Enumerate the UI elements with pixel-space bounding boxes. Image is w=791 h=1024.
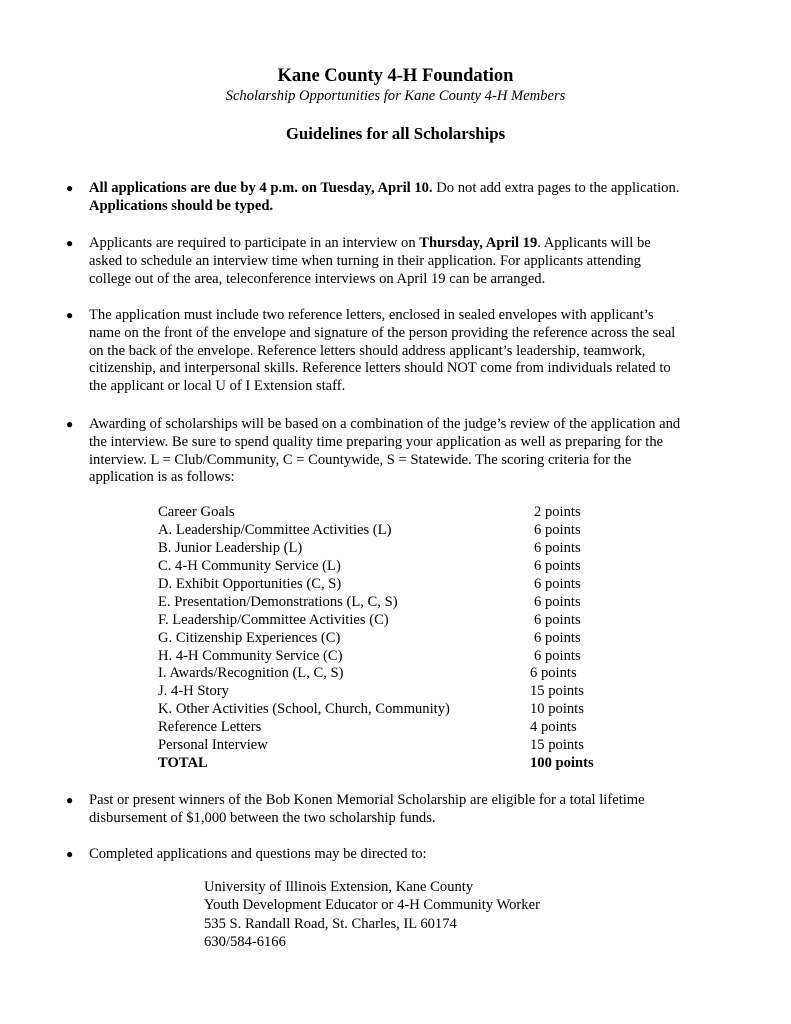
criteria-points: 2 points bbox=[534, 504, 581, 520]
contact-organization: University of Illinois Extension, Kane County bbox=[204, 879, 474, 895]
criteria-points: 6 points bbox=[534, 612, 581, 628]
bullet-icon: ● bbox=[66, 236, 74, 250]
guideline-interview bbox=[66, 235, 726, 288]
criteria-points: 6 points bbox=[530, 665, 577, 681]
criteria-label: E. Presentation/Demonstrations (L, C, S) bbox=[158, 594, 398, 610]
criteria-label: Reference Letters bbox=[158, 719, 262, 735]
criteria-label: F. Leadership/Committee Activities (C) bbox=[158, 612, 389, 628]
bullet-icon: ● bbox=[66, 847, 74, 861]
criteria-label: K. Other Activities (School, Church, Community) bbox=[158, 701, 450, 717]
criteria-points: 6 points bbox=[534, 522, 581, 538]
bullet-icon: ● bbox=[66, 181, 74, 195]
criteria-label: B. Junior Leadership (L) bbox=[158, 540, 303, 556]
criteria-points: 6 points bbox=[534, 540, 581, 556]
bullet-icon: ● bbox=[66, 793, 74, 807]
deadline-text: All applications are due by 4 p.m. on Tuesday, April 10. bbox=[89, 180, 433, 196]
extra-pages-text: Do not add extra pages to the application. bbox=[432, 180, 680, 196]
criteria-row bbox=[158, 576, 618, 594]
criteria-points: 10 points bbox=[530, 701, 584, 717]
criteria-row bbox=[158, 558, 618, 576]
criteria-total-row bbox=[158, 755, 618, 773]
guideline-konen bbox=[66, 792, 726, 828]
criteria-label: C. 4-H Community Service (L) bbox=[158, 558, 341, 574]
criteria-row bbox=[158, 540, 618, 558]
interview-text-start: Applicants are required to participate in an interview on bbox=[89, 235, 420, 251]
typed-text: Applications should be typed. bbox=[89, 197, 274, 214]
criteria-row bbox=[158, 683, 618, 701]
criteria-points: 6 points bbox=[534, 576, 581, 592]
criteria-points: 6 points bbox=[534, 594, 581, 610]
criteria-points: 4 points bbox=[530, 719, 577, 735]
criteria-row bbox=[158, 630, 618, 648]
contact-phone: 630/584-6166 bbox=[204, 934, 286, 951]
criteria-row bbox=[158, 665, 618, 683]
criteria-row bbox=[158, 522, 618, 540]
criteria-points: 15 points bbox=[530, 683, 584, 699]
bullet-icon: ● bbox=[66, 308, 74, 322]
criteria-row bbox=[158, 719, 618, 737]
criteria-label: H. 4-H Community Service (C) bbox=[158, 648, 343, 664]
contact-address bbox=[204, 879, 540, 953]
interview-date: Thursday, April 19 bbox=[419, 235, 538, 251]
criteria-row bbox=[158, 612, 618, 630]
criteria-label: A. Leadership/Committee Activities (L) bbox=[158, 522, 392, 538]
bullet-icon: ● bbox=[66, 417, 74, 431]
criteria-row bbox=[158, 594, 618, 612]
section-heading: Guidelines for all Scholarships bbox=[285, 124, 506, 143]
criteria-label: Personal Interview bbox=[158, 737, 268, 753]
document-subtitle: Scholarship Opportunities for Kane County 4-H Members bbox=[225, 88, 566, 104]
criteria-points: 6 points bbox=[534, 558, 581, 574]
konen-text: Past or present winners of the Bob Konen Memorial Scholarship are eligible for a total lifetime disbursement of $1,000 between the two scholarship funds. bbox=[89, 792, 645, 826]
guideline-deadline bbox=[66, 180, 726, 216]
references-text: The application must include two reference letters, enclosed in sealed envelopes with applicant’s name on the front of the envelope and signature of the person providing the reference across the seal on the back of the envelope. Reference letters should address applicant’s leadership, teamwork, citizenship, and interpersonal skills. Reference letters should NOT come from individuals related to the applicant or local U of I Extension staff. bbox=[89, 307, 676, 395]
criteria-total-points: 100 points bbox=[530, 755, 594, 771]
interview-text-end: . Applicants will be asked to schedule an interview time when turning in their application. For applicants attending college out of the area, teleconference interviews on April 19 can be arranged. bbox=[89, 235, 651, 287]
criteria-row bbox=[158, 737, 618, 755]
criteria-label: Career Goals bbox=[158, 504, 235, 520]
criteria-points: 6 points bbox=[534, 648, 581, 664]
guideline-contact bbox=[66, 846, 726, 864]
criteria-label: J. 4-H Story bbox=[158, 683, 229, 699]
criteria-total-label: TOTAL bbox=[158, 755, 208, 771]
criteria-label: D. Exhibit Opportunities (C, S) bbox=[158, 576, 342, 592]
criteria-label: G. Citizenship Experiences (C) bbox=[158, 630, 341, 646]
guideline-references bbox=[66, 307, 726, 396]
guideline-awarding bbox=[66, 416, 726, 487]
criteria-row bbox=[158, 648, 618, 666]
criteria-points: 15 points bbox=[530, 737, 584, 753]
contact-street: 535 S. Randall Road, St. Charles, IL 60174 bbox=[204, 915, 457, 932]
contact-role: Youth Development Educator or 4-H Community Worker bbox=[204, 897, 540, 914]
criteria-label: I. Awards/Recognition (L, C, S) bbox=[158, 665, 344, 681]
awarding-text: Awarding of scholarships will be based on a combination of the judge’s review of the application and the interview. Be sure to spend quality time preparing your application as well as preparing for the interview. L = Club/Community, C = Countywide, S = Statewide. The scoring criteria for the application is as follows: bbox=[89, 416, 681, 486]
criteria-row bbox=[158, 504, 618, 522]
criteria-row bbox=[158, 701, 618, 719]
document-title: Kane County 4-H Foundation bbox=[277, 66, 514, 86]
contact-intro-text: Completed applications and questions may be directed to: bbox=[89, 846, 427, 862]
criteria-points: 6 points bbox=[534, 630, 581, 646]
